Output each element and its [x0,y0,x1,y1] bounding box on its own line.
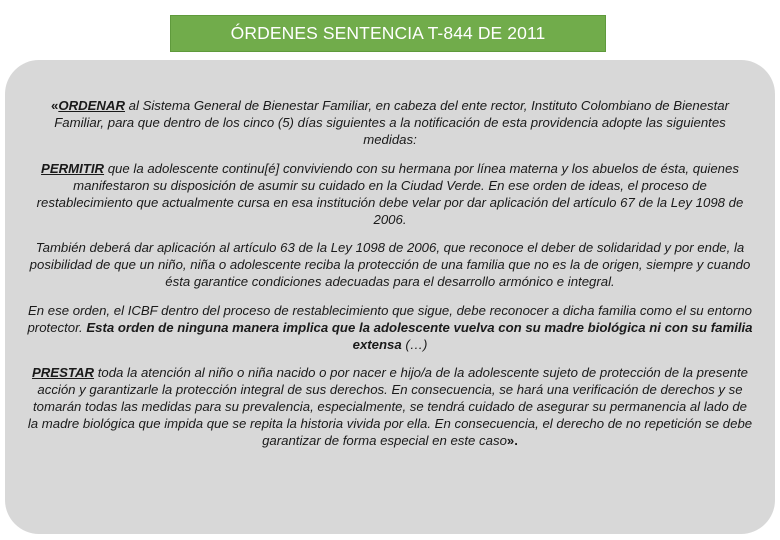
ellipsis-text: (…) [401,336,428,352]
paragraph-text: También deberá dar aplicación al artículo 63 de la Ley 1098 de 2006, que reconoce el deber de solidaridad y por ende, la posibilidad de que un niño, niña o adolescente reciba la protección de una familia que no es la de origen, siempre y cuando ésta garantice condiciones adecuadas para el desarrollo armónico e integral. [29,240,751,289]
close-quote: ». [506,433,518,448]
paragraph-prestar [27,364,753,449]
paragraph-ordenar [27,97,753,148]
paragraph-icbf [27,302,753,353]
open-quote: « [50,98,59,113]
paragraph-text: que la adolescente continu[é] conviviendo con su hermana por línea materna y los abuelos de ésta, quienes manifestaron su disposición de asumir su cuidado en la Ciudad Verde. En ese orden de ideas, el proceso de restablecimiento que actualmente cursa en esa institución debe velar por dar aplicación del artículo 67 de la Ley 1098 de 2006. [36,160,744,227]
emphasis-text: Esta orden de ninguna manera implica que la adolescente vuelva con su madre biológica ni con su familia extensa [86,319,753,352]
page-title: ÓRDENES SENTENCIA T-844 DE 2011 [230,23,546,43]
title-banner [170,15,606,52]
paragraph-text: al Sistema General de Bienestar Familiar, en cabeza del ente rector, Instituto Colombiano de Bienestar Familiar, para que dentro de los cinco (5) días siguientes a la notificación de esta providencia adopte las siguientes medidas: [54,98,730,147]
paragraph-text: En ese orden, el ICBF dentro del proceso de restablecimiento que sigue, debe reconocer a dicha familia como el su entorno protector. [27,302,753,335]
paragraph-permitir [27,160,753,228]
keyword-ordenar: ORDENAR [58,98,125,113]
paragraph-text: toda la atención al niño o niña nacido o por nacer e hijo/a de la adolescente sujeto de protección de la presente acción y garantizarle la protección integral de sus derechos. En consecuencia, se hará una verificación de derechos y se tomarán todas las medidas para su prevalencia, especialmente, se tendrá cuidado de asegurar su permanencia al lado de la madre biológica que impida que se repita la historia vivida por ella. En consecuencia, el derecho de no repetición se debe garantizar de forma especial en este caso [27,365,753,448]
keyword-prestar: PRESTAR [31,365,95,380]
paragraph-articulo-63 [27,239,753,290]
content-panel [5,60,775,534]
keyword-permitir: PERMITIR [41,160,105,176]
